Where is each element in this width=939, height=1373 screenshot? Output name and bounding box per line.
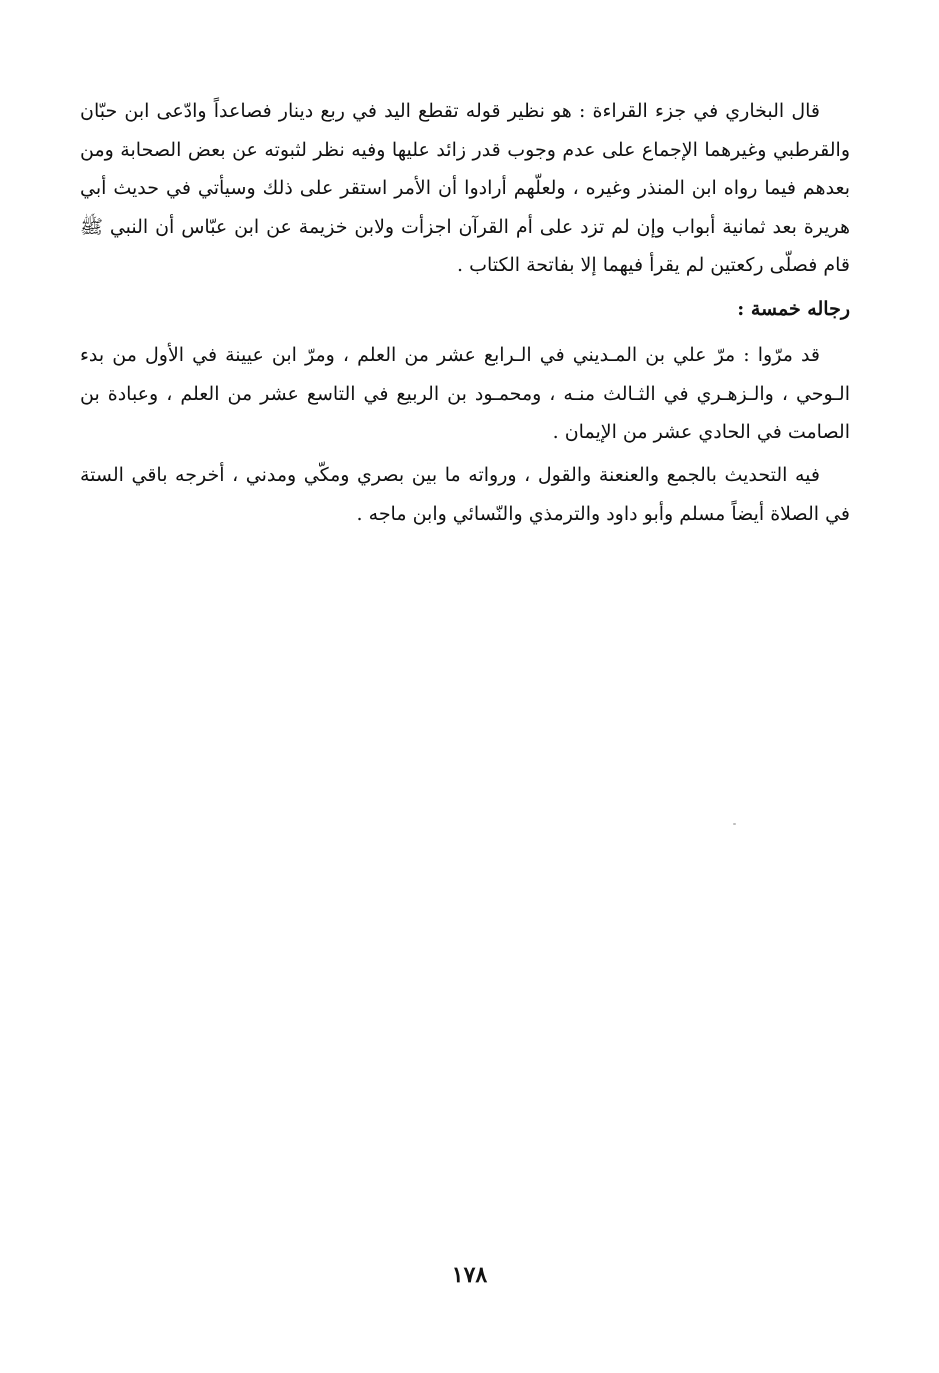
scan-speck: [733, 823, 736, 825]
page-number: ١٧٨: [451, 1262, 488, 1288]
paragraph-narrators: قد مرّوا : مرّ علي بن المـديني في الـرابع عشر من العلم ، ومرّ ابن عيينة في الأول من بدء الـوحي ، والـزهـري في الثـالث منـه ، ومحمـود بن الربيع في التاسع عشر من العلم ، وعبادة بن الصامت في الحادي عشر من الإيمان .: [80, 344, 850, 443]
paragraph-bukhari-commentary: قال البخاري في جزء القراءة : هو نظير قوله تقطع اليد في ربع دينار فصاعداً وادّعى ابن حبّان والقرطبي وغيرهما الإجماع على عدم وجوب قدر زائد عليها وفيه نظر لثبوته عن بعض الصحابة ومن بعدهم فيما رواه ابن المنذر وغيره ، ولعلّهم أرادوا أن الأمر استقر على ذلك وسيأتي في حديث أبي هريرة بعد ثمانية أبواب وإن لم تزد على أم القرآن اجزأت ولابن خزيمة عن ابن عبّاس أن النبي ﷺ قام فصلّى ركعتين لم يقرأ فيهما إلا بفاتحة الكتاب .: [80, 100, 850, 276]
section-heading-narrators: رجاله خمسة :: [737, 298, 850, 320]
paragraph-hadith-notes: فيه التحديث بالجمع والعنعنة والقول ، ورواته ما بين بصري ومكّي ومدني ، أخرجه باقي الستة في الصلاة أيضاً مسلم وأبو داود والترمذي والنّسائي وابن ماجه .: [80, 464, 850, 525]
